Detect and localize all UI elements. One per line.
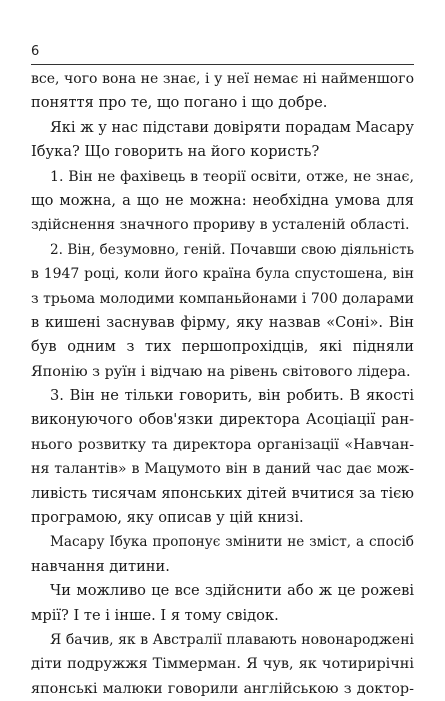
text-line: Ібука? Що говорить на його користь? [31,143,320,161]
text-line: японські малюки говорили англійською з доктор- [31,680,414,697]
text-line: Чи можливо це все здійснити або ж це рожеві [50,582,414,600]
text-line: мрії? І те і інше. І я тому свідок. [31,606,279,624]
header-rule [31,64,414,65]
text-line: був одним з тих першопрохідців, які підняли [31,338,414,356]
text-line: ливість тисячам японських дітей вчитися за тією [31,484,414,502]
text-line: здійснення значного прориву в усталеній області. [31,217,410,234]
text-line: нього розвитку та директора організації «Навчан- [31,436,414,453]
text-line: Японію з руїн і відчаю на рівень світового лідера. [31,363,411,380]
text-line: що можна, а що не можна: необхідна умова для [31,191,414,209]
text-line: Я бачив, як в Австралії плавають новонароджені [50,631,414,648]
text-line: діти подружжя Тіммерман. Я чув, як чотирирічні [31,656,414,673]
text-line: навчання дитини. [31,557,170,575]
text-line: в 1947 році, коли його країна була спустошена, він [31,266,414,283]
text-line: Які ж у нас підстави довіряти порадам Масару [50,118,414,136]
text-line: поняття про те, що погано і що добре. [31,94,328,112]
text-line: в кишені заснував фірму, яку назвав «Соні». Він [31,313,414,331]
text-line: програмою, яку описав у цій книзі. [31,509,304,527]
text-line: Масару Ібука пропонує змінити не зміст, а спосіб [50,534,414,551]
text-line: 2. Він, безумовно, геній. Почавши свою діяльність [50,241,414,258]
text-line: все, чого вона не знає, і у неї немає ні найменшого [31,71,414,87]
page-number: 6 [31,44,40,59]
text-line: 3. Він не тільки говорить, він робить. В якості [50,387,414,405]
text-line: 1. Він не фахівець в теорії освіти, отже, не знає, [50,168,414,185]
text-line: виконуючого обов'язки директора Асоціації ран- [31,411,414,429]
text-line: з трьома молодими компаньйонами і 700 доларами [31,290,414,307]
text-line: ня талантів» в Мацумото він в даний час дає мож- [31,461,414,478]
body-text [31,67,414,701]
